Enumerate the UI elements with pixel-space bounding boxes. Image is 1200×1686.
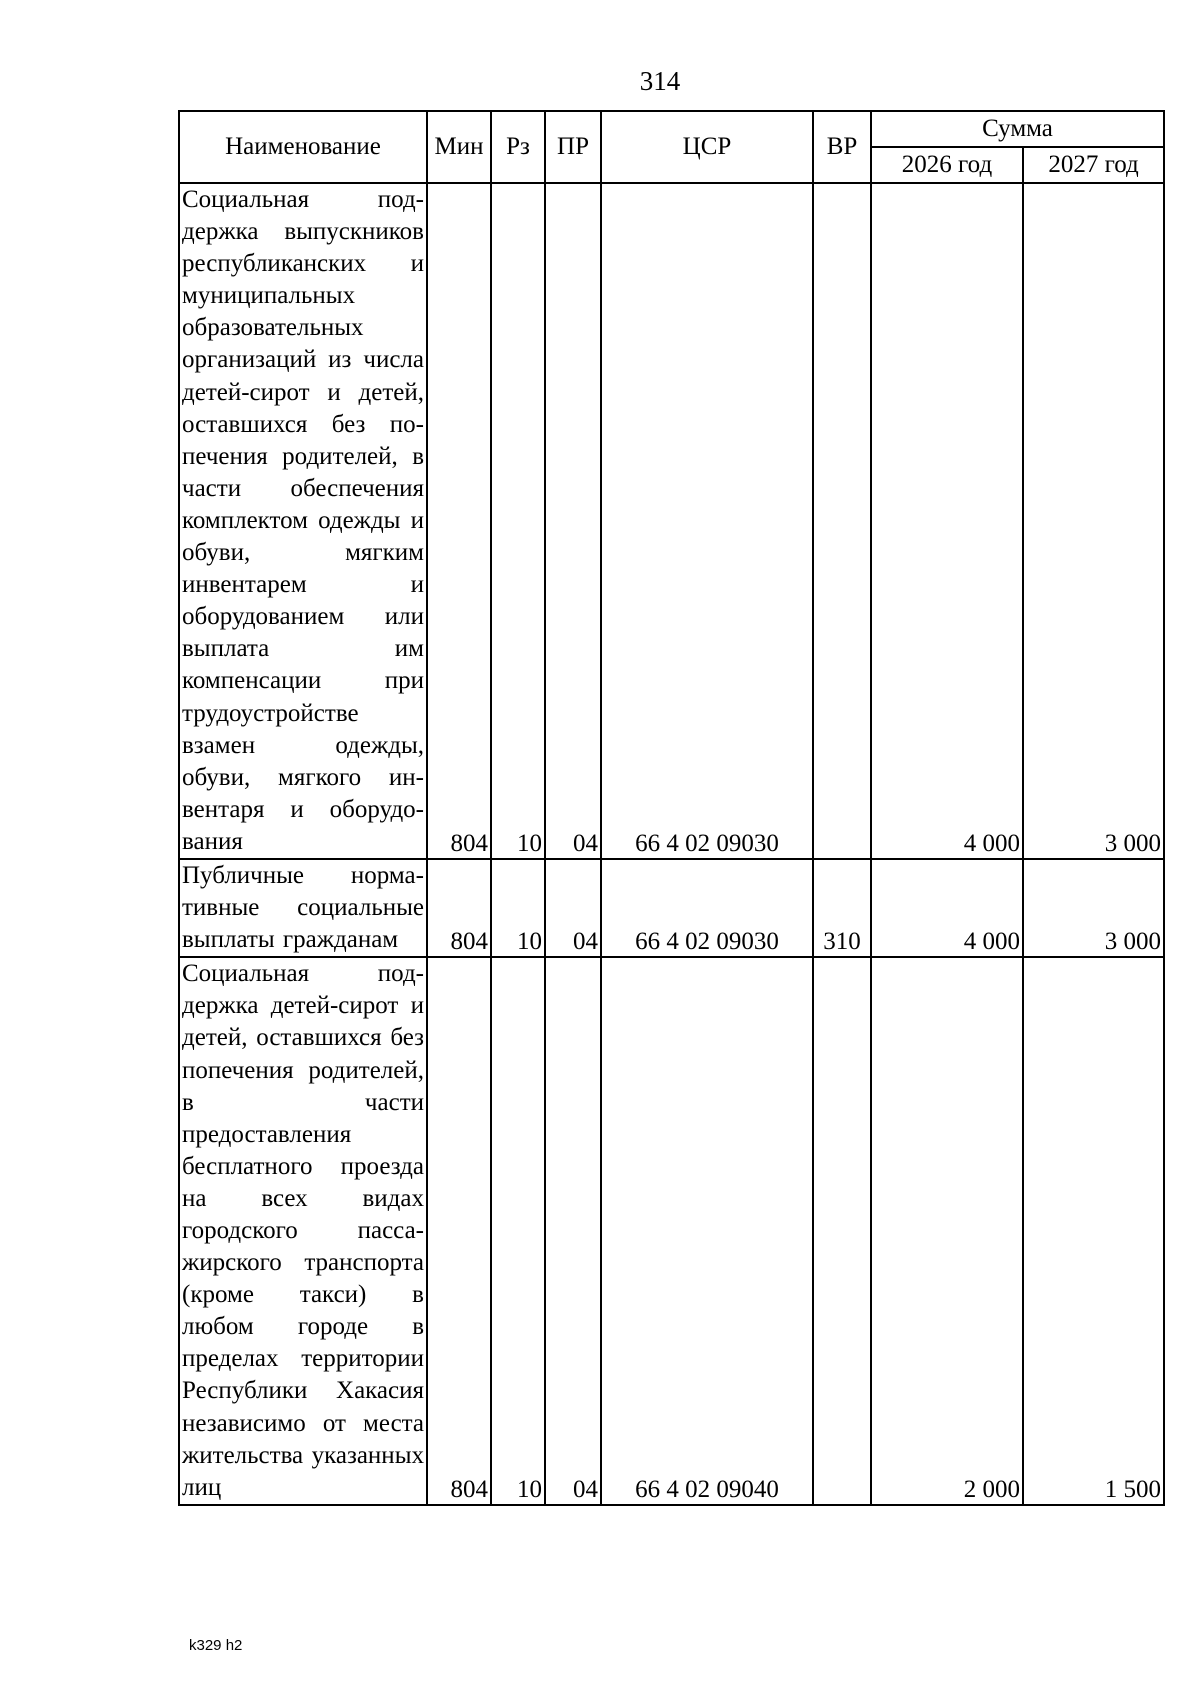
row-vr [813,183,871,859]
table-row [179,859,1164,957]
header-year-2027: 2027 год [1023,147,1164,183]
row-csr: 66 4 02 09040 [601,957,813,1505]
row-csr: 66 4 02 09030 [601,859,813,957]
row-vr [813,957,871,1505]
row-rz: 10 [491,957,545,1505]
budget-table [178,110,1165,1506]
header-csr: ЦСР [601,111,813,183]
page-number: 314 [639,66,681,96]
row-rz: 10 [491,183,545,859]
row-name: Социальная поддержка выпускников республиканских и муниципальных образовательных организаций из числа детей-сирот и детей, оставшихся без попечения родителей, в части обеспечения комплектом одежды и обуви, мягким инвентарем и оборудованием или выплата им компенсации при трудоустройстве взамен одежды, обуви, мягкого инвентаря и оборудования [179,183,427,859]
header-vr: ВР [813,111,871,183]
row-csr: 66 4 02 09030 [601,183,813,859]
header-pr: ПР [545,111,601,183]
header-rz: Рз [491,111,545,183]
row-sum-2027: 1 500 [1023,957,1164,1505]
row-sum-2026: 4 000 [871,859,1023,957]
row-sum-2027: 3 000 [1023,859,1164,957]
row-pr: 04 [545,859,601,957]
row-sum-2026: 4 000 [871,183,1023,859]
table-row [179,183,1164,859]
row-min: 804 [427,183,491,859]
row-sum-2026: 2 000 [871,957,1023,1505]
table-row [179,957,1164,1505]
header-sum: Сумма [871,111,1164,147]
header-name: Наименование [179,111,427,183]
header-min: Мин [427,111,491,183]
footer-code: k329 h2 [189,1637,243,1654]
row-rz: 10 [491,859,545,957]
header-row-top [179,111,1164,147]
row-sum-2027: 3 000 [1023,183,1164,859]
row-min: 804 [427,957,491,1505]
row-min: 804 [427,859,491,957]
header-year-2026: 2026 год [871,147,1023,183]
row-pr: 04 [545,183,601,859]
row-name: Социальная поддержка детей-сирот и детей, оставшихся без попечения родителей, в части предоставления бесплатного проезда на всех видах городского пассажирского транспорта (кроме такси) в любом городе в пределах территории Республики Хакасия независимо от места жительства указанных лиц [179,957,427,1505]
row-name: Публичные нормативные социальные выплаты гражданам [179,859,427,957]
row-pr: 04 [545,957,601,1505]
row-vr: 310 [813,859,871,957]
